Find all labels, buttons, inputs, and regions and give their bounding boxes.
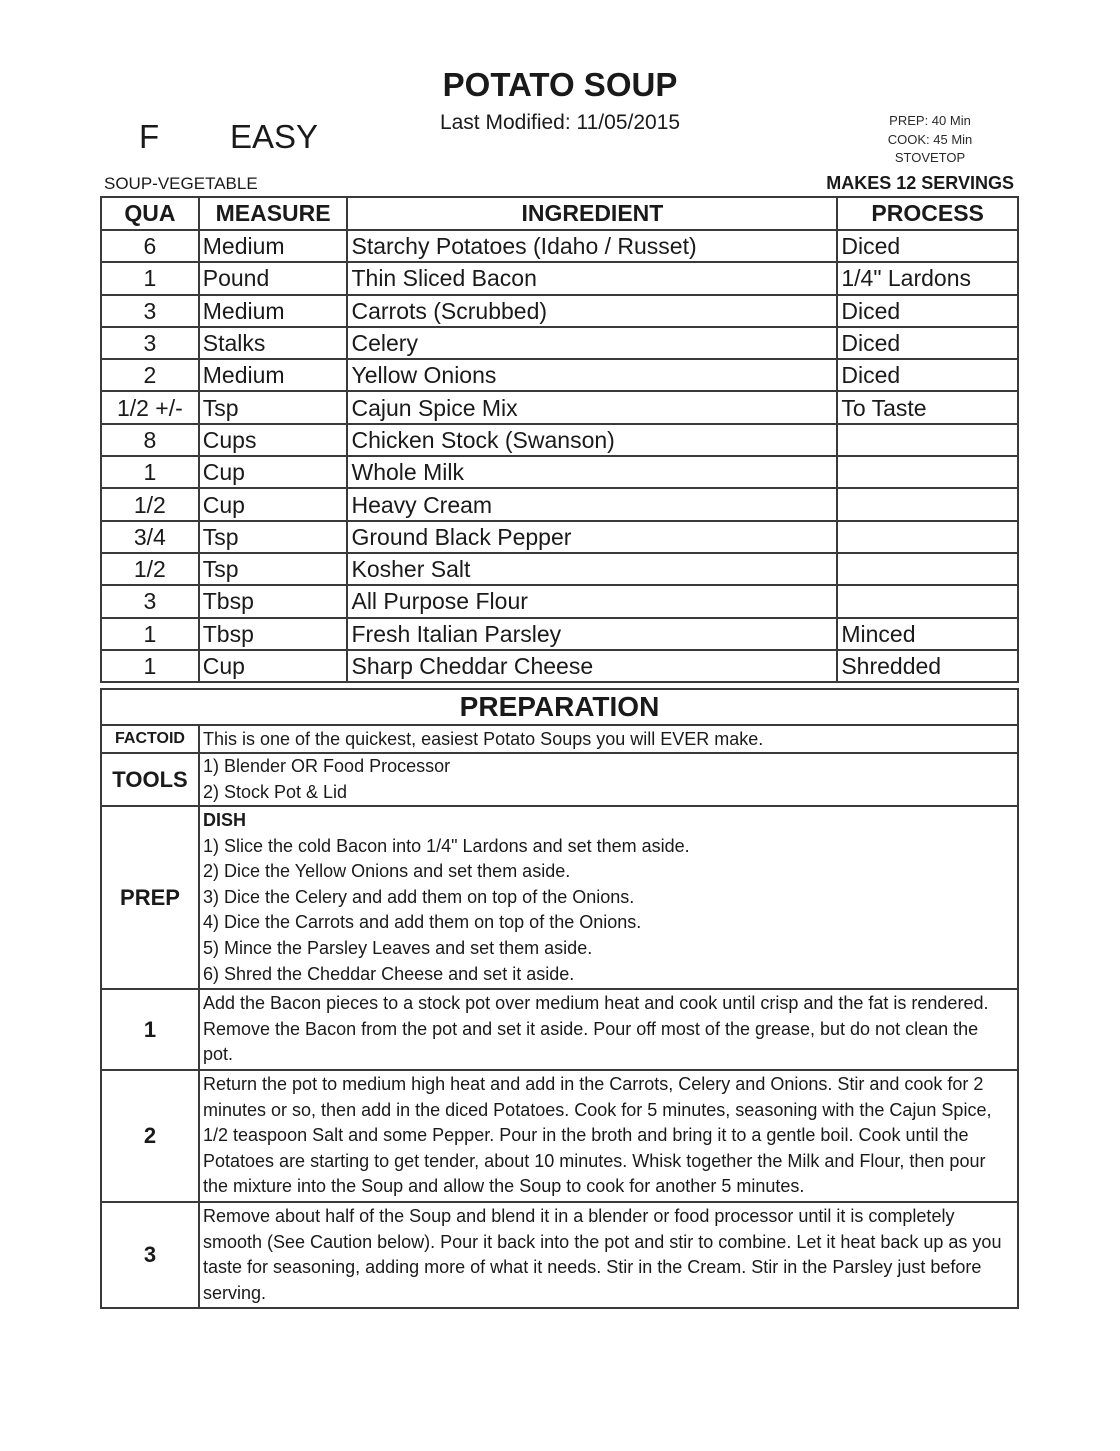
ingredient-process: Minced (837, 618, 1018, 650)
ingredient-row (101, 327, 1018, 359)
step-number: 2 (101, 1070, 199, 1202)
ingredient-process: Diced (837, 359, 1018, 391)
ingredient-quantity: 1/2 +/- (101, 391, 199, 423)
factoid-label: FACTOID (101, 725, 199, 753)
ingredient-row (101, 521, 1018, 553)
step-number: 1 (101, 989, 199, 1070)
ingredient-measure: Medium (199, 230, 348, 262)
recipe-title: POTATO SOUP (442, 66, 678, 103)
prep-item: 2) Dice the Yellow Onions and set them aside. (203, 861, 571, 882)
ingredient-name: All Purpose Flour (347, 585, 837, 617)
ingredient-name: Cajun Spice Mix (347, 391, 837, 423)
ingredient-name: Kosher Salt (347, 553, 837, 585)
ingredient-quantity: 3/4 (101, 521, 199, 553)
ingredient-quantity: 1 (101, 618, 199, 650)
step-row (101, 1070, 1018, 1202)
ingredient-process: Diced (837, 327, 1018, 359)
last-modified: Last Modified: 11/05/2015 (439, 111, 681, 134)
servings: MAKES 12 SERVINGS (826, 173, 1014, 193)
tools-row (101, 753, 1018, 806)
ingredient-measure: Cup (199, 650, 348, 682)
ingredient-name: Ground Black Pepper (347, 521, 837, 553)
ingredient-process (837, 424, 1018, 456)
step-number: 3 (101, 1202, 199, 1308)
ingredient-measure: Cup (199, 488, 348, 520)
step-text: Remove about half of the Soup and blend it in a blender or food processor until it is completely smooth (See Caution below). Pour it back into the pot and stir to combine. Let it heat back up as you taste for seasoning, adding more of what it needs. Stir in the Cream. Stir in the Parsley just before serving. (199, 1202, 1018, 1308)
ingredient-measure: Medium (199, 359, 348, 391)
cook-method: STOVETOP (894, 150, 966, 165)
tool-item: 2) Stock Pot & Lid (203, 781, 348, 802)
prep-item: 3) Dice the Celery and add them on top of the Onions. (203, 886, 635, 907)
preparation-table (100, 688, 1019, 1309)
ingredient-quantity: 1 (101, 262, 199, 294)
ingredient-name: Celery (347, 327, 837, 359)
ingredient-row (101, 424, 1018, 456)
ingredient-row (101, 456, 1018, 488)
prep-time: PREP: 40 Min (889, 113, 971, 128)
prep-list (199, 806, 1018, 989)
prep-item: 5) Mince the Parsley Leaves and set them aside. (203, 937, 593, 958)
step-text: Return the pot to medium high heat and add in the Carrots, Celery and Onions. Stir and cook for 2 minutes or so, then add in the diced Potatoes. Cook for 5 minutes, seasoning with the Cajun Spice, 1/2 teaspoon Salt and some Pepper. Pour in the broth and bring it to a gentle boil. Cook until the Potatoes are starting to get tender, about 10 minutes. Whisk together the Milk and Flour, then pour the mixture into the Soup and allow the Soup to cook for another 5 minutes. (199, 1070, 1018, 1202)
prep-item: 1) Slice the cold Bacon into 1/4" Lardons and set them aside. (203, 835, 690, 856)
time-info (870, 112, 990, 168)
ingredient-measure: Cups (199, 424, 348, 456)
ingredient-measure: Tbsp (199, 585, 348, 617)
recipe-category: SOUP-VEGETABLE (104, 174, 258, 193)
prep-label: PREP (101, 806, 199, 989)
ingredient-row (101, 230, 1018, 262)
ingredient-row (101, 650, 1018, 682)
ingredient-measure: Tbsp (199, 618, 348, 650)
column-header-process: PROCESS (837, 197, 1018, 230)
ingredient-measure: Stalks (199, 327, 348, 359)
ingredient-name: Chicken Stock (Swanson) (347, 424, 837, 456)
ingredient-measure: Tsp (199, 521, 348, 553)
ingredient-quantity: 3 (101, 585, 199, 617)
ingredient-name: Fresh Italian Parsley (347, 618, 837, 650)
ingredient-row (101, 585, 1018, 617)
ingredient-quantity: 1 (101, 650, 199, 682)
ingredient-quantity: 2 (101, 359, 199, 391)
factoid-text: This is one of the quickest, easiest Potato Soups you will EVER make. (199, 725, 1018, 753)
ingredient-measure: Cup (199, 456, 348, 488)
column-header-measure: MEASURE (199, 197, 348, 230)
ingredient-quantity: 3 (101, 327, 199, 359)
ingredient-measure: Tsp (199, 553, 348, 585)
ingredient-row (101, 618, 1018, 650)
step-text: Add the Bacon pieces to a stock pot over medium heat and cook until crisp and the fat is rendered. Remove the Bacon from the pot and set it aside. Pour off most of the grease, but do not clean the pot. (199, 989, 1018, 1070)
ingredient-process: 1/4" Lardons (837, 262, 1018, 294)
ingredient-row (101, 359, 1018, 391)
ingredient-measure: Medium (199, 295, 348, 327)
ingredient-row (101, 391, 1018, 423)
prep-dish-title: DISH (203, 810, 247, 830)
ingredient-process: Diced (837, 295, 1018, 327)
ingredient-measure: Tsp (199, 391, 348, 423)
tools-label: TOOLS (101, 753, 199, 806)
ingredient-name: Whole Milk (347, 456, 837, 488)
ingredient-quantity: 1/2 (101, 488, 199, 520)
preparation-heading: PREPARATION (101, 689, 1018, 725)
ingredient-row (101, 262, 1018, 294)
column-header-quantity: QUA (101, 197, 199, 230)
prep-item: 6) Shred the Cheddar Cheese and set it aside. (203, 963, 575, 984)
ingredient-process (837, 456, 1018, 488)
ingredient-row (101, 553, 1018, 585)
ingredient-name: Yellow Onions (347, 359, 837, 391)
ingredient-process: Diced (837, 230, 1018, 262)
prep-item: 4) Dice the Carrots and add them on top of the Onions. (203, 912, 642, 933)
ingredient-process: To Taste (837, 391, 1018, 423)
column-header-ingredient: INGREDIENT (347, 197, 837, 230)
ingredients-header-row (101, 197, 1018, 230)
ingredient-process (837, 488, 1018, 520)
ingredient-process (837, 585, 1018, 617)
ingredient-process (837, 521, 1018, 553)
cook-time: COOK: 45 Min (887, 131, 973, 147)
ingredient-quantity: 1 (101, 456, 199, 488)
step-row (101, 1202, 1018, 1308)
ingredient-name: Thin Sliced Bacon (347, 262, 837, 294)
ingredient-row (101, 488, 1018, 520)
ingredient-name: Starchy Potatoes (Idaho / Russet) (347, 230, 837, 262)
ingredient-name: Heavy Cream (347, 488, 837, 520)
ingredients-table (100, 196, 1019, 683)
ingredient-name: Carrots (Scrubbed) (347, 295, 837, 327)
factoid-row (101, 725, 1018, 753)
step-row (101, 989, 1018, 1070)
preparation-heading-row (101, 689, 1018, 725)
ingredient-row (101, 295, 1018, 327)
ingredient-process (837, 553, 1018, 585)
ingredient-measure: Pound (199, 262, 348, 294)
ingredient-quantity: 1/2 (101, 553, 199, 585)
tools-list (199, 753, 1018, 806)
tool-item: 1) Blender OR Food Processor (203, 756, 451, 776)
ingredient-quantity: 6 (101, 230, 199, 262)
ingredient-quantity: 3 (101, 295, 199, 327)
ingredient-name: Sharp Cheddar Cheese (347, 650, 837, 682)
grade-label: F (139, 118, 160, 155)
difficulty-label: EASY (230, 118, 319, 155)
ingredient-process: Shredded (837, 650, 1018, 682)
prep-row (101, 806, 1018, 989)
ingredient-quantity: 8 (101, 424, 199, 456)
